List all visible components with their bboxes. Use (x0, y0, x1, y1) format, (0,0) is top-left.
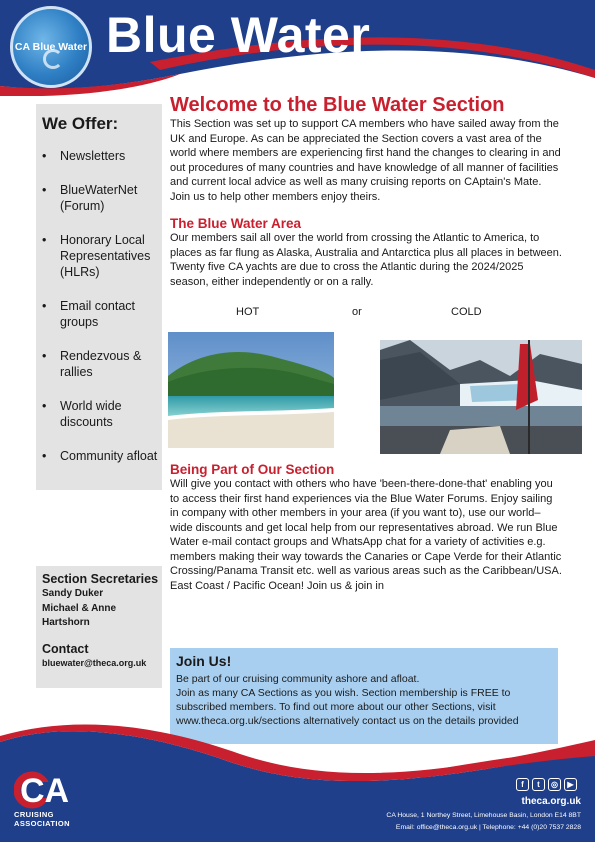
area-heading: The Blue Water Area (170, 216, 302, 231)
footer-banner (0, 712, 595, 842)
swirl-icon (43, 49, 63, 69)
youtube-icon[interactable]: ▶ (564, 778, 577, 791)
logo-line: CRUISING (14, 810, 54, 819)
contact-panel (36, 566, 162, 688)
secretaries-heading: Section Secretaries (42, 572, 159, 586)
area-body: Our members sail all over the world from crossing the Atlantic to America, to places as far flung as Alaska, Australia and Antarctica plus all places in between. Twenty five CA yachts are due to cross the Atlantic during the 2024/2025 season, either independently or on a rally. (170, 232, 562, 288)
ca-logo-text (14, 810, 70, 828)
offer-list (42, 148, 162, 464)
contact-email-link[interactable]: bluewater@theca.org.uk (42, 658, 147, 668)
email-phone-text: Email: office@theca.org.uk | Telephone: +44 (0)20 7537 2828 (395, 824, 581, 831)
header-banner (0, 0, 595, 96)
offer-item-hlrs: • Honorary Local Representatives (HLRs) (42, 232, 162, 280)
secretary-name: Michael & Anne Hartshorn (42, 603, 117, 628)
cold-label: COLD (451, 306, 482, 318)
offer-item-rendezvous: • Rendezvous & rallies (42, 348, 162, 380)
facebook-icon[interactable]: f (516, 778, 529, 791)
tropical-beach-photo (168, 332, 334, 448)
secretary-name: Sandy Duker (42, 588, 104, 599)
we-offer-panel (36, 104, 162, 490)
offer-item-newsletters: • Newsletters (42, 148, 162, 164)
blue-water-badge-logo (10, 6, 92, 88)
welcome-body: This Section was set up to support CA members who have sailed away from the UK and Europe. As can be appreciated the Section covers a vast area of the world where members are experiencing first hand the changes to clearing in and out procedures of many countries and have knowledge of all manner of facilities and current local advice as well as many cruising reports on CAptain's Mate. Join us to help other members enjoy theirs. (170, 118, 561, 203)
cruising-association-logo (14, 768, 82, 812)
logo-line: ASSOCIATION (14, 819, 70, 828)
hot-label: HOT (236, 306, 260, 318)
contact-heading: Contact (42, 642, 89, 656)
footer-wave-graphic (0, 712, 595, 842)
offer-item-email-groups: • Email contact groups (42, 298, 162, 330)
glacier-photo (380, 340, 582, 454)
or-label: or (352, 306, 362, 318)
welcome-section (170, 94, 562, 204)
offer-item-discounts: • World wide discounts (42, 398, 162, 430)
area-section (170, 216, 562, 289)
badge-text: CA Blue Water (14, 41, 88, 53)
join-line: Be part of our cruising community ashore and afloat. (176, 673, 420, 685)
we-offer-heading: We Offer: (42, 114, 119, 133)
join-body: Join as many CA Sections as you wish. Section membership is FREE to subscribed members. To find out more about our other Sections, visit www.theca.org.uk/sections alternatively contact us on the details provided (176, 687, 519, 727)
ca-logo-mark: CA (20, 772, 70, 810)
page-title: Blue Water (106, 7, 371, 63)
social-links (516, 778, 577, 791)
instagram-icon[interactable]: ◎ (548, 778, 561, 791)
twitter-icon[interactable]: t (532, 778, 545, 791)
being-part-section (170, 462, 562, 593)
address-text: CA House, 1 Northey Street, Limehouse Basin, London E14 8BT (386, 812, 581, 819)
website-link[interactable]: theca.org.uk (521, 796, 581, 807)
being-part-heading: Being Part of Our Section (170, 462, 335, 477)
offer-item-community: • Community afloat (42, 448, 162, 464)
being-part-body: Will give you contact with others who have 'been-there-done-that' enabling you to access their first hand experiences via the Blue Water Forums. Enjoy sailing in company with other members in your area (if you want to), use our world–wide discounts and get local help from our representatives abroad. We run Blue Water e-mail contact groups and WhatsApp chat for a variety of activities e.g. members making their way towards the Canaries or Cape Verde for their Atlantic Crossing/Panama Transit etc. well as various areas such as the Caribbean/USA. East Coast / Pacific Ocean! Join us & join in (170, 478, 562, 592)
offer-item-forum: • BlueWaterNet (Forum) (42, 182, 162, 214)
welcome-heading: Welcome to the Blue Water Section (170, 94, 505, 116)
join-heading: Join Us! (176, 653, 232, 669)
